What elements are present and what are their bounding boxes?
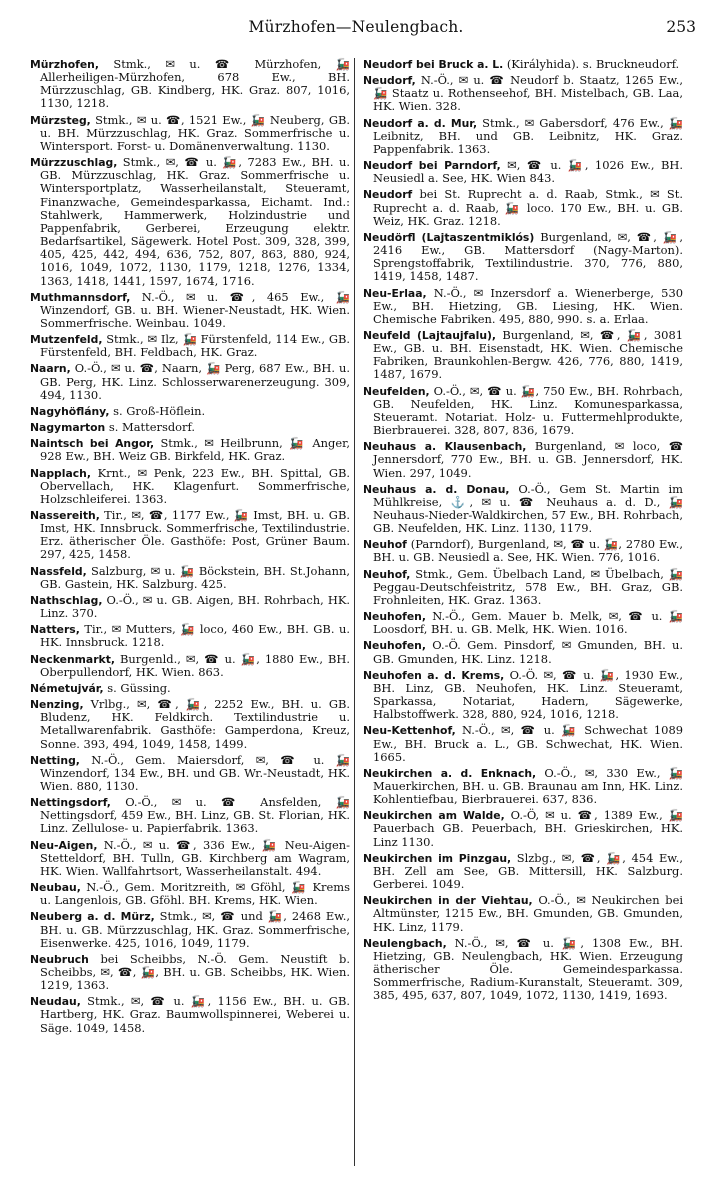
entry-text: Slzbg., ✉, ☎, 🚂, 454 Ew., BH. Zell am See, GB. Mittersill, HK. Salzburg. Gerberei. 1049. — [373, 850, 687, 892]
directory-entry — [363, 808, 687, 849]
entry-text: O.-Ö., ✉, ☎ u. 🚂, 750 Ew., BH. Rohrbach, GB. Neufelden, HK. Linz. Komunesparkassa, Steueramt. Notariat. Holz- u. Futtermehlprodukte, Bierbrauerei. 328, 807, 836, 1679. — [373, 383, 687, 438]
entry-text: Stmk., ✉ Gabersdorf, 476 Ew., 🚂 Leibnitz, BH. und GB. Leibnitz, HK. Graz. Pappenfabrik. 1363. — [373, 115, 687, 156]
directory-entry — [30, 795, 354, 836]
directory-entry — [363, 850, 687, 892]
right-column — [363, 57, 687, 1005]
directory-entry — [30, 563, 354, 591]
entry-headword: Neukirchen in der Viehtau, — [363, 894, 533, 908]
directory-entry — [30, 436, 354, 464]
entry-headword: Németujvár, — [30, 681, 104, 695]
entry-headword: Neubau, — [30, 881, 81, 895]
entry-headword: Napplach, — [30, 466, 91, 480]
directory-entry — [363, 383, 687, 438]
directory-entry — [363, 285, 687, 326]
entry-text: bei Scheibbs, N.-Ö. Gem. Neustift b. Scheibbs, ✉, ☎, 🚂, BH. u. GB. Scheibbs, HK. Wien. 1219, 1363. — [40, 951, 354, 993]
directory-entry — [30, 880, 354, 908]
entry-headword: Neuhaus a. Klausenbach, — [363, 440, 527, 454]
entry-text: Stmk., Gem. Übelbach Land, ✉ Übelbach, 🚂 Peggau-Deutschfeistritz, 578 Ew., BH. Graz, GB. Frohnleiten, HK. Graz. 1363. — [373, 566, 687, 607]
directory-entry — [363, 667, 687, 722]
entry-headword: Neckenmarkt, — [30, 652, 115, 666]
entry-text: (Parndorf), Burgenland, ✉, ☎ u. 🚂, 2780 Ew., BH. u. GB. Neusiedl a. See, HK. Wien. 776, 1016. — [373, 537, 687, 565]
entry-text: N.-Ö., ✉, ☎ u. 🚂 Schwechat 1089 Ew., BH. Bruck a. L., GB. Schwechat, HK. Wien. 1665. — [373, 723, 687, 764]
entry-headword: Neudorf — [363, 188, 413, 202]
directory-entry — [30, 697, 354, 751]
directory-entry — [363, 115, 687, 156]
directory-entry — [363, 765, 687, 807]
entry-headword: Neuhaus a. d. Donau, — [363, 482, 510, 496]
entry-text: N.-Ö., ✉ u. ☎, 465 Ew., 🚂 Winzendorf, GB. u. BH. Wiener-Neustadt, HK. Wien. Sommerfrische. Weinbau. 1049. — [40, 289, 354, 330]
entry-headword: Nathschlag, — [30, 593, 103, 607]
directory-entry — [30, 651, 354, 679]
directory-entry — [30, 465, 354, 506]
entry-text: O.-Ö., ✉, 330 Ew., 🚂 Mauerkirchen, BH. u. GB. Braunau am Inn, HK. Linz. Kohlentiefbau, Bierbrauerei. 637, 836. — [373, 765, 687, 807]
entry-text: Stmk., ✉ Heilbrunn, 🚂 Anger, 928 Ew., BH. Weiz GB. Birkfeld, HK. Graz. — [40, 436, 354, 464]
entry-headword: Neudorf bei Bruck a. L. — [363, 58, 504, 71]
entry-headword: Neudorf bei Parndorf, — [363, 159, 501, 173]
entry-text: O.-Ö. ✉, ☎ u. 🚂, 1930 Ew., BH. Linz, GB. Neuhofen, HK. Linz. Steueramt, Sparkassa, Notariat, Hadern, Sägewerke, Halbstoffwerk. 328, 880, 924, 1016, 1218. — [373, 667, 687, 722]
entry-headword: Neukirchen am Walde, — [363, 809, 505, 823]
entry-text: Burgenland, ✉ loco, ☎ Jennersdorf, 770 Ew., BH. u. GB. Jennersdorf, HK. Wien. 297, 1049. — [373, 439, 687, 480]
entry-text: Tir., ✉ Mutters, 🚂 loco, 460 Ew., BH. GB. u. HK. Innsbruck. 1218. — [40, 622, 354, 650]
entry-text: Stmk., ✉ u. ☎, 1521 Ew., 🚂 Neuberg, GB. u. BH. Mürzzuschlag, HK. Graz. Sommerfrische u. Wintersport. Forst- u. Domänenverwaltung. 1130. — [40, 112, 354, 153]
entry-text: Salzburg, ✉ u. 🚂 Böckstein, BH. St.Johann, GB. Gastein, HK. Salzburg. 425. — [40, 563, 354, 591]
directory-entry — [363, 327, 687, 382]
running-title: Mürzhofen—Neulengbach. — [248, 18, 464, 36]
entry-text: Vrlbg., ✉, ☎, 🚂, 2252 Ew., BH. u. GB. Bludenz, HK. Feldkirch. Textilindustrie u. Metallwarenfabrik. Gasthöfe: Gamperdona, Kreuz, Sonne. 393, 494, 1049, 1458, 1499. — [40, 697, 354, 751]
entry-headword: Neufeld (Lajtaujfalu), — [363, 328, 497, 342]
entry-headword: Nagymarton — [30, 421, 106, 435]
entry-headword: Neuhofen, — [363, 610, 426, 624]
entry-headword: Nagyhöflány, — [30, 404, 110, 418]
entry-headword: Nassereith, — [30, 509, 100, 522]
entry-headword: Neuhofen a. d. Krems, — [363, 668, 505, 682]
directory-entry — [363, 638, 687, 666]
directory-entry — [363, 566, 687, 607]
directory-entry — [30, 421, 350, 434]
page-number: 253 — [666, 18, 696, 36]
directory-entry — [363, 723, 687, 764]
entry-headword: Mürzsteg, — [30, 113, 91, 127]
directory-entry — [363, 187, 687, 228]
directory-entry — [30, 405, 350, 418]
directory-entry — [30, 289, 354, 330]
entry-text: O.-Ö., ✉ u. ☎, Naarn, 🚂 Perg, 687 Ew., BH. u. GB. Perg, HK. Linz. Schlosserwarenerzeugung. 309, 494, 1130. — [40, 361, 354, 402]
entry-text: Stmk., ✉, ☎ u. 🚂, 1156 Ew., BH. u. GB. Hartberg, HK. Graz. Baumwollspinnerei, Weberei u. Säge. 1049, 1458. — [40, 994, 354, 1035]
directory-entry — [30, 752, 354, 793]
entry-text: N.-Ö., Gem. Maiersdorf, ✉, ☎ u. 🚂 Winzendorf, 134 Ew., BH. und GB. Wr.-Neustadt, HK. Wien. 880, 1130. — [40, 752, 354, 793]
entry-text: O.-Ö., ✉ u. ☎ Ansfelden, 🚂 Nettingsdorf, 459 Ew., BH. Linz, GB. St. Florian, HK. Linz. Zellulose- u. Papierfabrik. 1363. — [40, 795, 354, 836]
entry-text: O.-Ö., ✉ Neukirchen bei Altmünster, 1215 Ew., BH. Gmunden, GB. Gmunden, HK. Linz, 1179. — [373, 893, 687, 934]
entry-headword: Neuberg a. d. Mürz, — [30, 910, 155, 924]
entry-headword: Neuhof — [363, 538, 407, 552]
entry-text: Burgenland, ✉, ☎, 🚂, 3081 Ew., GB. u. BH. Eisenstadt, HK. Wien. Chemische Fabriken, Braunkohlen-Bergw. 426, 776, 880, 1419, 1487, 1679. — [373, 327, 687, 382]
entry-headword: Neudorf a. d. Mur, — [363, 116, 478, 130]
entry-text: Tir., ✉, ☎, 1177 Ew., 🚂 Imst, BH. u. GB. Imst, HK. Innsbruck. Sommerfrische, Textilindustrie. Erz. ätherischer Öle. Gasthöfe: Post, Grüner Baum. 297, 425, 1458. — [40, 508, 354, 562]
directory-entry — [30, 951, 354, 993]
entry-headword: Neuhofen, — [363, 639, 426, 653]
directory-entry — [363, 537, 687, 565]
directory-entry — [30, 994, 354, 1035]
directory-entry — [30, 112, 354, 153]
entry-text: N.-Ö., ✉, ☎ u. 🚂, 1308 Ew., BH. Hietzing, GB. Neulengbach, HK. Wien. Erzeugung ätherischer Öle. Gemeindesparkassa. Sommerfrische, Radium-Kuranstalt, Steueramt. 309, 385, 495, 637, 807, 1049, 1072, 1130, 1419, 1693. — [373, 935, 687, 1003]
directory-entry — [363, 73, 687, 114]
entry-headword: Neu-Aigen, — [30, 838, 98, 852]
directory-entry — [363, 481, 687, 536]
entry-headword: Mürzhofen, — [30, 58, 99, 71]
entry-text: s. Groß-Höflein. — [109, 403, 206, 418]
directory-entry — [363, 935, 687, 1003]
entry-headword: Neubruch — [30, 952, 89, 966]
entry-text: Burgenld., ✉, ☎ u. 🚂, 1880 Ew., BH. Oberpullendorf, HK. Wien. 863. — [40, 651, 354, 679]
directory-entry — [30, 682, 350, 695]
directory-entry — [30, 909, 354, 950]
directory-entry — [30, 361, 354, 402]
entry-text: N.-Ö., Gem. Mauer b. Melk, ✉, ☎ u. 🚂 Loosdorf, BH. u. GB. Melk, HK. Wien. 1016. — [373, 609, 687, 637]
directory-entry — [30, 57, 354, 111]
entry-headword: Nenzing, — [30, 698, 84, 712]
entry-headword: Neu-Kettenhof, — [363, 724, 456, 738]
left-column — [30, 57, 354, 1038]
entry-headword: Neuhof, — [363, 567, 411, 581]
entry-text: O.-Ö., Gem St. Martin im Mühlkreise, ⚓, ✉ u. ☎ Neuhaus a. d. D., 🚂 Neuhaus-Nieder-Waldkirchen, 57 Ew., BH. Rohrbach, GB. Neufelden, HK. Linz. 1130, 1179. — [373, 481, 687, 536]
entry-headword: Mürzzuschlag, — [30, 156, 118, 170]
entry-text: Burgenland, ✉, ☎, 🚂, 2416 Ew., GB. Mattersdorf (Nagy-Marton). Sprengstoffabrik, Textilindustrie. 370, 776, 880, 1419, 1458, 1487. — [373, 229, 687, 284]
entry-text: O.-Ö. Gem. Pinsdorf, ✉ Gmunden, BH. u. GB. Gmunden, HK. Linz. 1218. — [373, 638, 687, 666]
entry-headword: Nassfeld, — [30, 564, 87, 578]
entry-headword: Neufelden, — [363, 384, 430, 398]
entry-text: Stmk., ✉, ☎ u. 🚂, 7283 Ew., BH. u. GB. Mürzzuschlag, HK. Graz. Sommerfrische u. Wintersportplatz, Wasserheilanstalt, Steueramt, Finanzwache, Gemeindesparkassa, Eichamt. Ind.: Stahlwerk, Hammerwerk, Holzindustrie und Pappenfabrik, Gerberei, Erzeugung elektr. Bedarfsartikel, Sägewerk. Hotel Post. 309, 328, 399, 405, 425, 442, 494, 636, 752, 807, 863, 880, 924, 1016, 1049, 1072, 1130, 1179, 1218, 1276, 1334, 1363, 1418, 1441, 1597, 1674, 1716. — [40, 155, 354, 288]
entry-headword: Neudörfl (Lajtaszentmiklós) — [363, 230, 535, 244]
entry-text: Stmk., ✉, ☎ und 🚂, 2468 Ew., BH. u. GB. Mürzzuschlag, HK. Graz. Sommerfrische, Eisenwerke. 425, 1016, 1049, 1179. — [40, 909, 354, 950]
entry-headword: Neulengbach, — [363, 936, 447, 950]
entry-text: Krnt., ✉ Penk, 223 Ew., BH. Spittal, GB. Obervellach, HK. Klagenfurt. Sommerfrische, Holzschleiferei. 1363. — [40, 465, 354, 506]
entry-text: O.-Ö, ✉ u. ☎, 1389 Ew., 🚂 Pauerbach GB. Peuerbach, BH. Grieskirchen, HK. Linz 1130. — [373, 808, 687, 849]
directory-entry — [30, 622, 354, 650]
column-divider — [354, 58, 355, 1166]
entry-text: (Királyhida). s. Bruckneudorf. — [503, 57, 680, 71]
entry-headword: Mutzenfeld, — [30, 333, 103, 347]
entry-text: s. Mattersdorf. — [105, 420, 195, 435]
directory-entry — [30, 508, 354, 562]
entry-headword: Neu-Erlaa, — [363, 286, 427, 300]
entry-text: N.-Ö., ✉ Inzersdorf a. Wienerberge, 530 Ew., BH. Hietzing, GB. Liesing, HK. Wien. Chemische Fabriken. 495, 880, 990. s. a. Erlaa. — [373, 285, 687, 326]
entry-text: O.-Ö., ✉ u. GB. Aigen, BH. Rohrbach, HK. Linz. 370. — [40, 592, 354, 621]
entry-headword: Natters, — [30, 623, 80, 637]
entry-headword: Naintsch bei Angor, — [30, 437, 155, 451]
directory-entry — [363, 893, 687, 934]
directory-entry — [363, 439, 687, 480]
entry-text: ✉, ☎ u. 🚂, 1026 Ew., BH. Neusiedl a. See, HK. Wien 843. — [373, 158, 687, 186]
directory-entry — [30, 155, 354, 288]
entry-text: N.-Ö., Gem. Moritzreith, ✉ Gföhl, 🚂 Krems u. Langenlois, GB. Gföhl. BH. Krems, HK. Wien. — [40, 880, 354, 908]
entry-text: bei St. Ruprecht a. d. Raab, Stmk., ✉ St. Ruprecht a. d. Raab, 🚂 loco. 170 Ew., BH. u. GB. Weiz, HK. Graz. 1218. — [373, 187, 687, 228]
directory-entry — [363, 609, 687, 637]
entry-headword: Neudau, — [30, 995, 81, 1009]
entry-text: N.-Ö., ✉ u. ☎, 336 Ew., 🚂 Neu-Aigen-Stetteldorf, BH. Tulln, GB. Kirchberg am Wagram, HK. Wien. Wallfahrtsort, Wasserheilanstalt. 494. — [40, 837, 354, 878]
entry-text: Stmk., ✉ Ilz, 🚂 Fürstenfeld, 114 Ew., GB. Fürstenfeld, BH. Feldbach, HK. Graz. — [40, 332, 354, 360]
directory-entry — [363, 58, 683, 71]
page-header — [0, 12, 712, 40]
directory-entry — [30, 837, 354, 878]
entry-text: N.-Ö., ✉ u. ☎ Neudorf b. Staatz, 1265 Ew., 🚂 Staatz u. Rothenseehof, BH. Mistelbach, GB. Laa, HK. Wien. 328. — [373, 73, 687, 114]
directory-entry — [363, 158, 687, 186]
entry-headword: Netting, — [30, 753, 80, 767]
entry-text: s. Güssing. — [103, 680, 171, 695]
entry-headword: Neukirchen a. d. Enknach, — [363, 766, 537, 780]
entry-headword: Neukirchen im Pinzgau, — [363, 851, 512, 865]
entry-text: Stmk., ✉ u. ☎ Mürzhofen, 🚂 Allerheiligen-Mürzhofen, 678 Ew., BH. Mürzzuschlag, GB. Kindberg, HK. Graz. 807, 1016, 1130, 1218. — [40, 57, 354, 111]
directory-entry — [30, 332, 354, 360]
entry-headword: Neudorf, — [363, 74, 416, 88]
directory-entry — [30, 592, 354, 621]
entry-headword: Naarn, — [30, 362, 71, 376]
entry-headword: Muthmannsdorf, — [30, 290, 131, 304]
entry-headword: Nettingsdorf, — [30, 796, 111, 810]
directory-entry — [363, 229, 687, 284]
